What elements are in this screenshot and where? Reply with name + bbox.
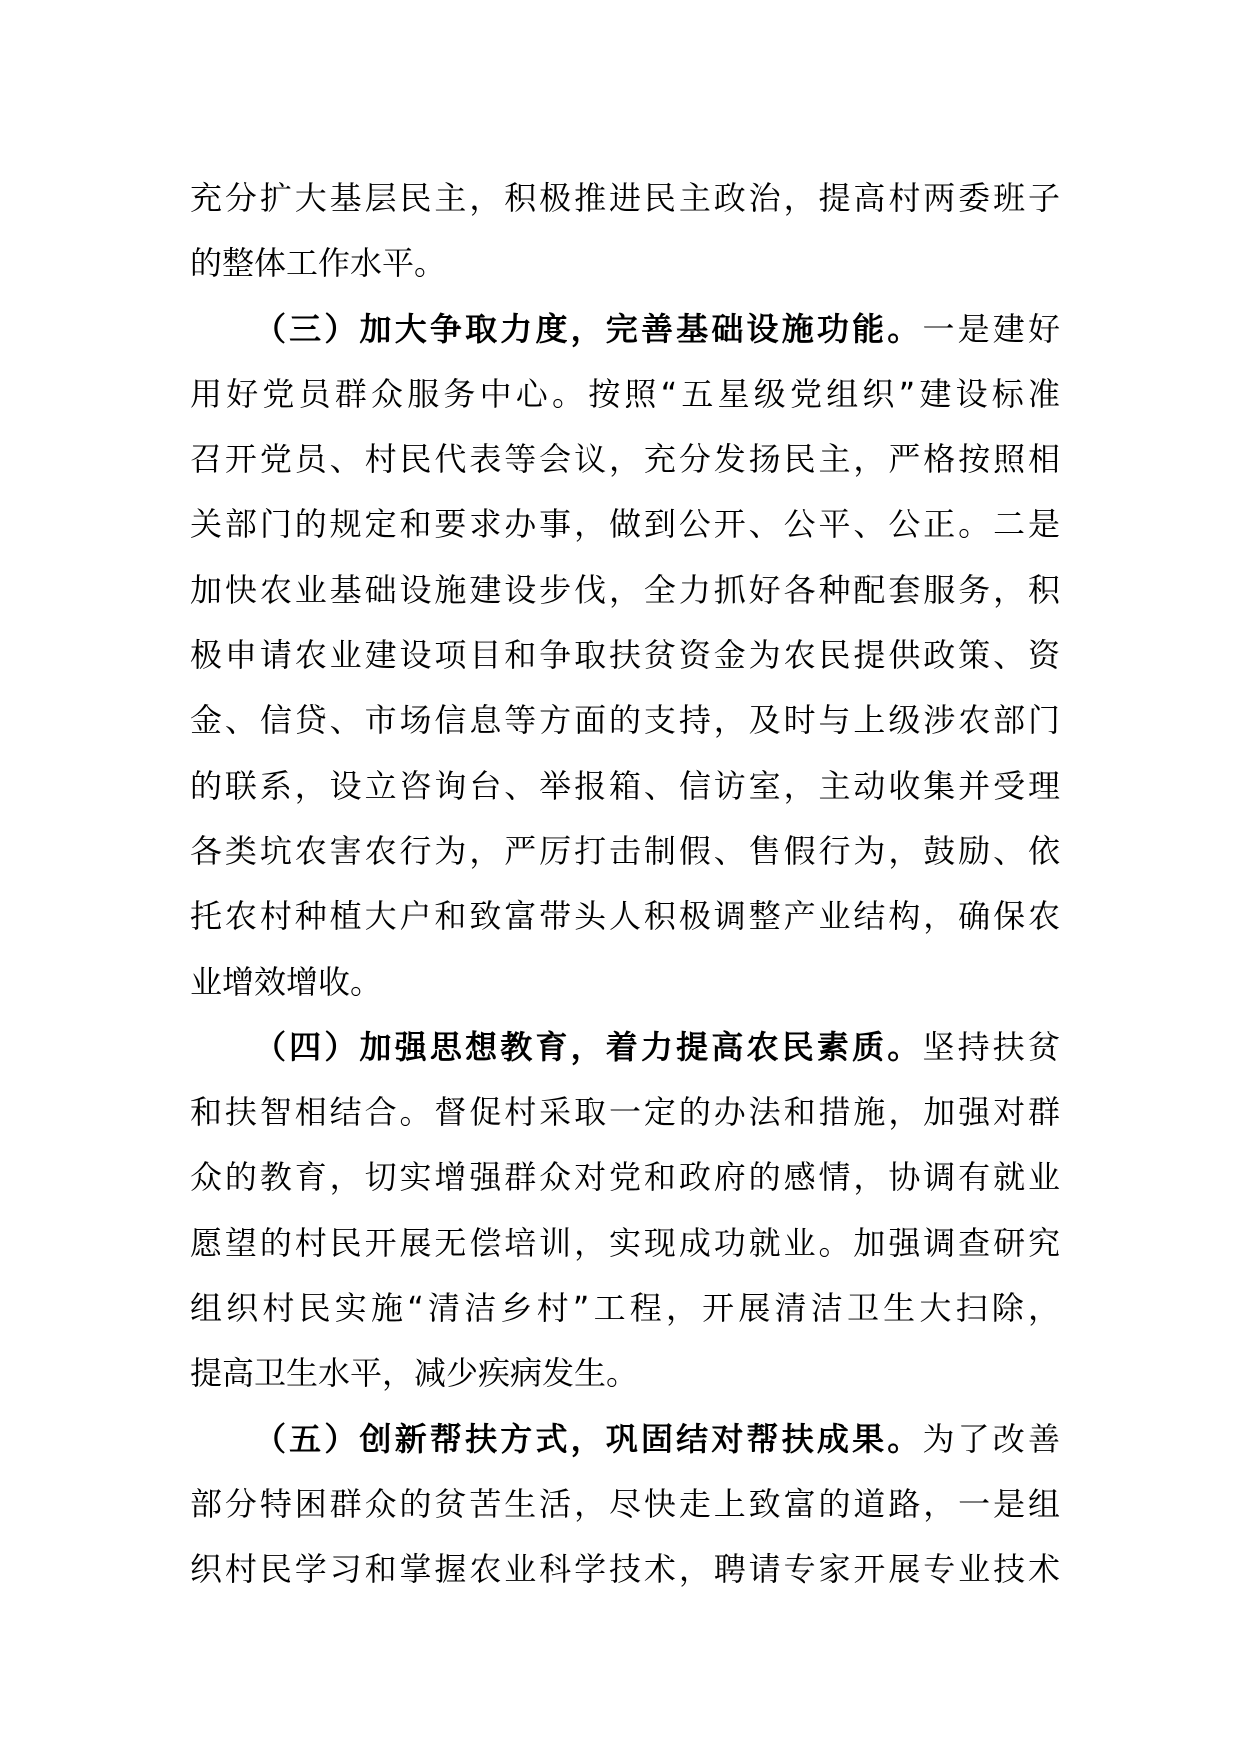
section-lead-text: 一是建好	[922, 309, 1060, 348]
text-line: 召开党员、村民代表等会议，充分发扬民主，严格按照相	[190, 440, 1060, 479]
text-line: 加快农业基础设施建设步伐，全力抓好各种配套服务，积	[190, 570, 1060, 609]
section-heading: （三）加大争取力度，完善基础设施功能。	[254, 309, 923, 348]
text-line: 关部门的规定和要求办事，做到公开、公平、公正。二是	[190, 505, 1060, 544]
text-line: 织村民学习和掌握农业科学技术，聘请专家开展专业技术	[190, 1550, 1060, 1589]
text-line: 的整体工作水平。	[190, 244, 447, 283]
text-line: 托农村种植大户和致富带头人积极调整产业结构，确保农	[190, 897, 1060, 936]
text-line: 众的教育，切实增强群众对党和政府的感情，协调有就业	[190, 1158, 1060, 1197]
text-line: 愿望的村民开展无偿培训，实现成功就业。加强调查研究	[190, 1223, 1060, 1262]
text-line: 用好党员群众服务中心。按照“五星级党组织”建设标准	[190, 374, 1060, 413]
text-line: 充分扩大基层民主，积极推进民主政治，提高村两委班子	[190, 179, 1060, 217]
text-line: 和扶智相结合。督促村采取一定的办法和措施，加强对群	[190, 1093, 1060, 1132]
text-line: 提高卫生水平，减少疾病发生。	[190, 1354, 639, 1393]
section-heading-line	[190, 297, 1060, 362]
text-line: 部分特困群众的贫苦生活，尽快走上致富的道路，一是组	[190, 1484, 1060, 1523]
text-line: 组织村民实施“清洁乡村”工程，开展清洁卫生大扫除，	[190, 1289, 1060, 1328]
text-line: 的联系，设立咨询台、举报箱、信访室，主动收集并受理	[190, 766, 1060, 805]
section-heading-line	[190, 1407, 1060, 1472]
text-line: 极申请农业建设项目和争取扶贫资金为农民提供政策、资	[190, 636, 1060, 675]
text-line: 各类坑农害农行为，严厉打击制假、售假行为，鼓励、依	[190, 831, 1060, 870]
section-lead-text: 为了改善	[922, 1419, 1060, 1458]
document-page	[190, 166, 1060, 1603]
section-lead-text: 坚持扶贫	[922, 1027, 1060, 1066]
text-line: 业增效增收。	[190, 962, 383, 1001]
text-line: 金、信贷、市场信息等方面的支持，及时与上级涉农部门	[190, 701, 1060, 740]
section-heading: （五）创新帮扶方式，巩固结对帮扶成果。	[254, 1419, 923, 1458]
section-heading: （四）加强思想教育，着力提高农民素质。	[254, 1027, 923, 1066]
section-heading-line	[190, 1015, 1060, 1080]
